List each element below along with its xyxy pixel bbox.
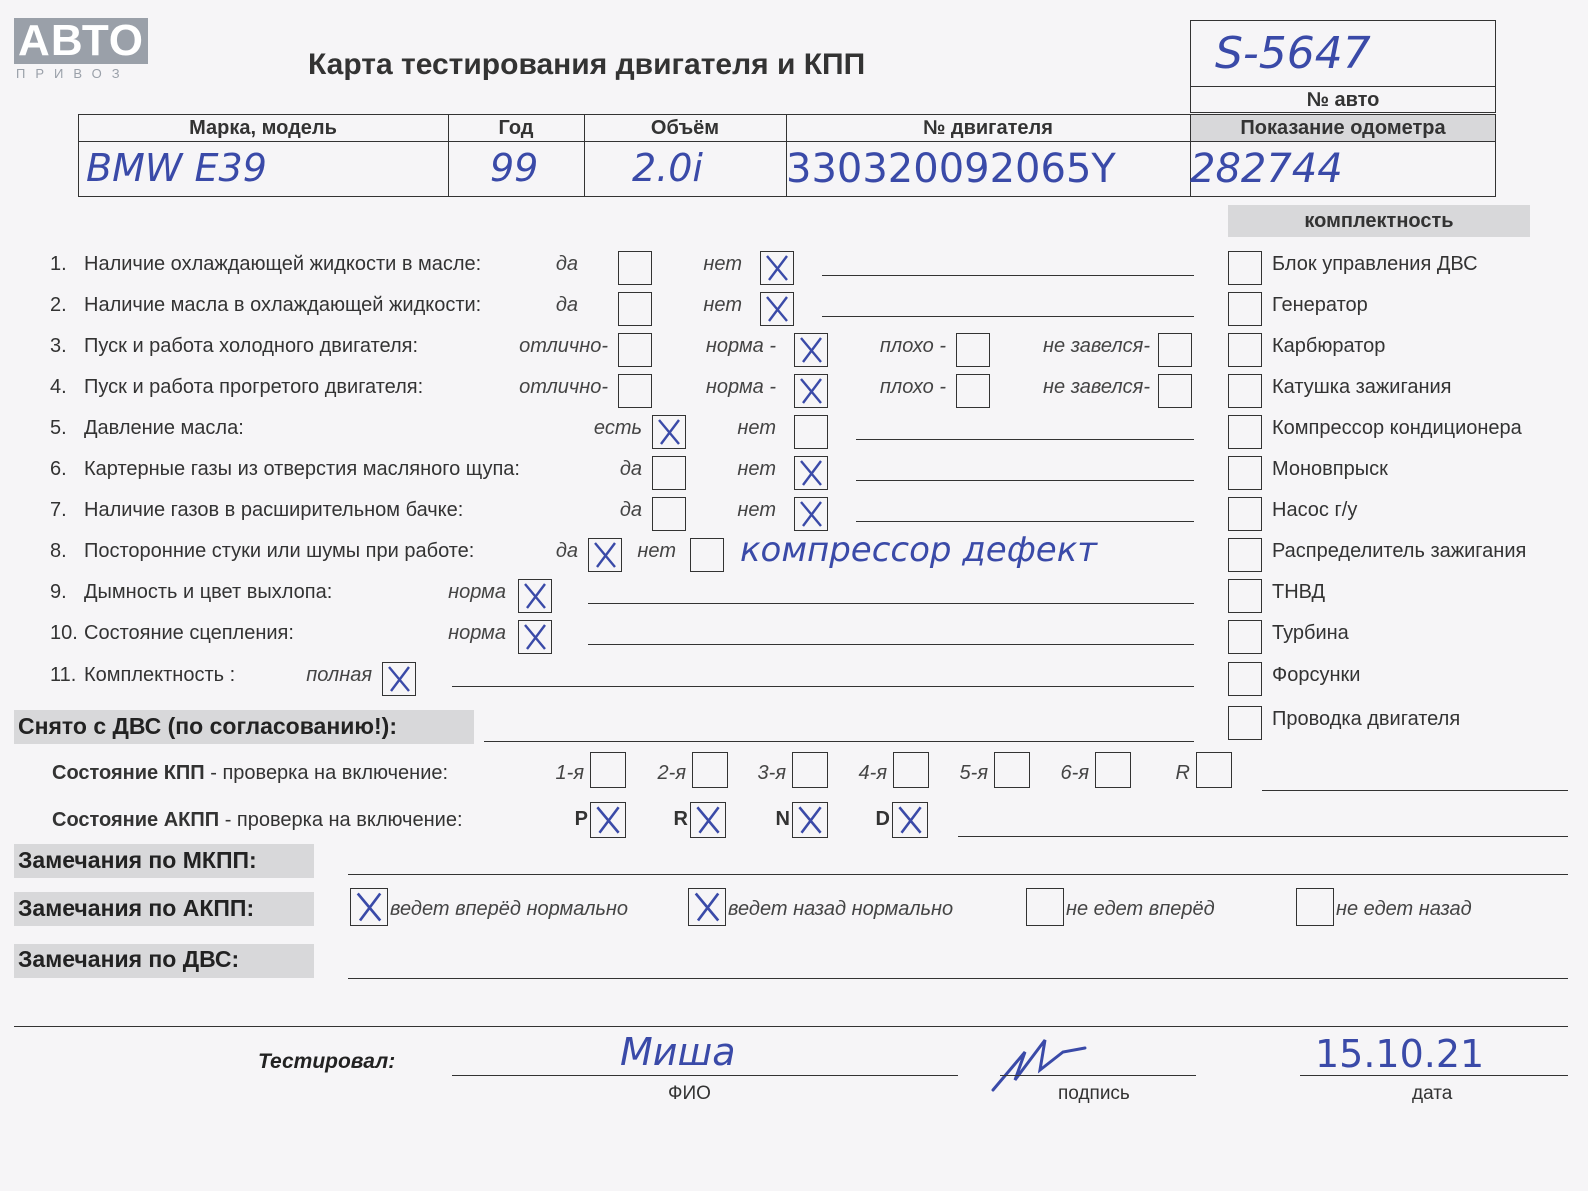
- question-2-checkbox[interactable]: [760, 292, 794, 326]
- akpp-gear-checkbox[interactable]: [590, 802, 626, 838]
- question-10-text: Состояние сцепления:: [84, 622, 294, 644]
- kpp-gear-label: 6-я: [1060, 762, 1089, 784]
- value-engine-number: 330320092065Y: [786, 146, 1116, 192]
- question-5-checkbox[interactable]: [794, 415, 828, 449]
- completeness-checkbox-12[interactable]: [1228, 706, 1262, 740]
- question-4-option-label: отлично-: [519, 376, 608, 398]
- question-11-option-label: полная: [306, 664, 372, 686]
- completeness-checkbox-10[interactable]: [1228, 620, 1262, 654]
- question-3-checkbox[interactable]: [1158, 333, 1192, 367]
- question-6-text: Картерные газы из отверстия масляного щупа:: [84, 458, 520, 480]
- checkmark-x-icon: [383, 663, 415, 695]
- akpp-remark-checkbox-2[interactable]: [688, 888, 726, 926]
- question-1-option-label: да: [555, 253, 578, 275]
- question-3-number: 3.: [50, 335, 67, 357]
- checkmark-x-icon: [893, 803, 927, 837]
- question-5-number: 5.: [50, 417, 67, 439]
- question-4-option-label: норма -: [705, 376, 776, 398]
- akpp-remark-label-2: ведет назад нормально: [728, 898, 954, 920]
- question-4-text: Пуск и работа прогретого двигателя:: [84, 376, 424, 398]
- akpp-gear-label: R: [673, 808, 688, 830]
- date-label: дата: [1412, 1083, 1453, 1104]
- removed-label: Снято с ДВС (по согласованию!):: [18, 713, 397, 739]
- kpp-gear-checkbox[interactable]: [792, 752, 828, 788]
- page-title: Карта тестирования двигателя и КПП: [308, 48, 866, 81]
- question-4-checkbox[interactable]: [956, 374, 990, 408]
- completeness-item-3: Карбюратор: [1272, 335, 1386, 357]
- question-5-option-label: есть: [593, 417, 642, 439]
- completeness-item-9: ТНВД: [1272, 581, 1326, 603]
- kpp-gear-label: 3-я: [757, 762, 786, 784]
- value-year: 99: [490, 146, 539, 190]
- question-5-option-label: нет: [737, 417, 776, 439]
- question-9-text: Дымность и цвет выхлопа:: [84, 581, 333, 603]
- header-year: Год: [498, 117, 534, 139]
- kpp-gear-checkbox[interactable]: [1196, 752, 1232, 788]
- question-7-option-label: да: [619, 499, 642, 521]
- question-10-checkbox[interactable]: [518, 620, 552, 654]
- akpp-remark-label-4: не едет назад: [1336, 898, 1472, 920]
- question-3-text: Пуск и работа холодного двигателя:: [84, 335, 419, 357]
- question-8-checkbox[interactable]: [588, 538, 622, 572]
- completeness-checkbox-2[interactable]: [1228, 292, 1262, 326]
- question-3-option-label: плохо -: [879, 335, 946, 357]
- remarks-mkpp-label: Замечания по МКПП:: [18, 847, 257, 873]
- question-6-checkbox[interactable]: [652, 456, 686, 490]
- question-11-number: 11.: [50, 664, 77, 686]
- checkmark-x-icon: [589, 539, 621, 571]
- question-3-option-label: отлично-: [519, 335, 608, 357]
- question-4-checkbox[interactable]: [618, 374, 652, 408]
- checkmark-x-icon: [761, 252, 793, 284]
- question-1-checkbox[interactable]: [760, 251, 794, 285]
- completeness-checkbox-5[interactable]: [1228, 415, 1262, 449]
- question-8-text: Посторонние стуки или шумы при работе:: [84, 540, 475, 562]
- completeness-title: комплектность: [1304, 210, 1454, 232]
- question-4-checkbox[interactable]: [794, 374, 828, 408]
- completeness-item-8: Распределитель зажигания: [1272, 540, 1527, 562]
- question-4-number: 4.: [50, 376, 67, 398]
- question-3-option-label: норма -: [705, 335, 776, 357]
- question-1-checkbox[interactable]: [618, 251, 652, 285]
- akpp-gear-checkbox[interactable]: [892, 802, 928, 838]
- question-4-checkbox[interactable]: [1158, 374, 1192, 408]
- question-7-text: Наличие газов в расширительном бачке:: [84, 499, 464, 521]
- question-1-number: 1.: [50, 253, 67, 275]
- auto-number-label: № авто: [1306, 89, 1380, 111]
- question-4-option-label: не завелся-: [1043, 376, 1150, 398]
- question-1-option-label: нет: [703, 253, 742, 275]
- kpp-gear-checkbox[interactable]: [1095, 752, 1131, 788]
- checkmark-x-icon: [519, 580, 551, 612]
- question-3-checkbox[interactable]: [794, 333, 828, 367]
- completeness-item-4: Катушка зажигания: [1272, 376, 1452, 398]
- checkmark-x-icon: [761, 293, 793, 325]
- kpp-gear-checkbox[interactable]: [590, 752, 626, 788]
- question-3-option-label: не завелся-: [1043, 335, 1150, 357]
- question-1-text: Наличие охлаждающей жидкости в масле:: [84, 253, 482, 275]
- question-8-checkbox[interactable]: [690, 538, 724, 572]
- value-volume: 2.0i: [632, 146, 703, 190]
- question-8-note: компрессор дефект: [740, 530, 1098, 570]
- completeness-checkbox-4[interactable]: [1228, 374, 1262, 408]
- checkmark-x-icon: [795, 498, 827, 530]
- tested-by-label: Тестировал:: [258, 1050, 396, 1073]
- akpp-remark-label-3: не едет вперёд: [1066, 898, 1215, 920]
- completeness-item-12: Проводка двигателя: [1272, 708, 1461, 730]
- completeness-checkbox-9[interactable]: [1228, 579, 1262, 613]
- question-2-number: 2.: [50, 294, 67, 316]
- question-9-checkbox[interactable]: [518, 579, 552, 613]
- kpp-gear-label: 4-я: [858, 762, 887, 784]
- completeness-item-5: Компрессор кондиционера: [1272, 417, 1522, 439]
- kpp-gear-label: R: [1175, 762, 1190, 784]
- completeness-item-7: Насос г/у: [1272, 499, 1358, 521]
- completeness-checkbox-8[interactable]: [1228, 538, 1262, 572]
- question-6-number: 6.: [50, 458, 67, 480]
- checkmark-x-icon: [689, 889, 725, 925]
- kpp-label: Состояние КПП - проверка на включение:: [52, 762, 449, 784]
- question-7-option-label: нет: [737, 499, 776, 521]
- completeness-checkbox-3[interactable]: [1228, 333, 1262, 367]
- akpp-gear-label: P: [574, 808, 588, 830]
- checkmark-x-icon: [653, 416, 685, 448]
- question-8-number: 8.: [50, 540, 67, 562]
- checkmark-x-icon: [795, 375, 827, 407]
- question-10-option-label: норма: [448, 622, 506, 644]
- remarks-akpp-label: Замечания по АКПП:: [18, 895, 255, 921]
- question-2-option-label: да: [555, 294, 578, 316]
- checkmark-x-icon: [691, 803, 725, 837]
- header-odometer: Показание одометра: [1240, 117, 1446, 139]
- question-10-number: 10.: [50, 622, 78, 644]
- header-volume: Объём: [650, 117, 720, 139]
- question-3-checkbox[interactable]: [956, 333, 990, 367]
- date-value: 15.10.21: [1315, 1032, 1485, 1076]
- question-2-text: Наличие масла в охлаждающей жидкости:: [84, 294, 482, 316]
- akpp-remark-checkbox-1[interactable]: [350, 888, 388, 926]
- fio-label: ФИО: [668, 1083, 711, 1104]
- question-5-checkbox[interactable]: [652, 415, 686, 449]
- question-3-checkbox[interactable]: [618, 333, 652, 367]
- akpp-gear-label: N: [775, 808, 790, 830]
- completeness-checkbox-1[interactable]: [1228, 251, 1262, 285]
- checkmark-x-icon: [351, 889, 387, 925]
- completeness-item-2: Генератор: [1272, 294, 1368, 316]
- tester-name: Миша: [620, 1030, 736, 1074]
- brand-logo-subtitle: ПРИВОЗ: [16, 66, 130, 81]
- checkmark-x-icon: [793, 803, 827, 837]
- question-11-checkbox[interactable]: [382, 662, 416, 696]
- signature-label: подпись: [1058, 1083, 1130, 1104]
- completeness-checkbox-7[interactable]: [1228, 497, 1262, 531]
- checkmark-x-icon: [591, 803, 625, 837]
- kpp-gear-checkbox[interactable]: [692, 752, 728, 788]
- question-9-option-label: норма: [448, 581, 506, 603]
- question-4-option-label: плохо -: [879, 376, 946, 398]
- akpp-remark-label-1: ведет вперёд нормально: [390, 898, 629, 920]
- akpp-gear-checkbox[interactable]: [792, 802, 828, 838]
- auto-number-value: S-5647: [1215, 28, 1371, 79]
- brand-logo: АВТО: [14, 18, 148, 64]
- question-7-checkbox[interactable]: [652, 497, 686, 531]
- value-odometer: 282744: [1190, 146, 1343, 192]
- checkmark-x-icon: [795, 334, 827, 366]
- question-6-option-label: нет: [737, 458, 776, 480]
- question-8-option-label: нет: [637, 540, 676, 562]
- kpp-gear-checkbox[interactable]: [994, 752, 1030, 788]
- value-make-model: BMW E39: [86, 146, 267, 190]
- completeness-item-11: Форсунки: [1272, 664, 1361, 686]
- question-5-text: Давление масла:: [84, 417, 244, 439]
- akpp-label: Состояние АКПП - проверка на включение:: [52, 809, 463, 831]
- question-8-option-label: да: [555, 540, 578, 562]
- completeness-checkbox-6[interactable]: [1228, 456, 1262, 490]
- question-7-number: 7.: [50, 499, 67, 521]
- question-6-checkbox[interactable]: [794, 456, 828, 490]
- question-11-text: Комплектность :: [84, 664, 236, 686]
- question-6-option-label: да: [619, 458, 642, 480]
- kpp-gear-label: 1-я: [555, 762, 584, 784]
- remarks-dvs-label: Замечания по ДВС:: [18, 946, 240, 972]
- header-engine-number: № двигателя: [923, 117, 1053, 139]
- question-7-checkbox[interactable]: [794, 497, 828, 531]
- akpp-gear-checkbox[interactable]: [690, 802, 726, 838]
- question-2-option-label: нет: [703, 294, 742, 316]
- kpp-gear-checkbox[interactable]: [893, 752, 929, 788]
- checkmark-x-icon: [519, 621, 551, 653]
- question-9-number: 9.: [50, 581, 67, 603]
- completeness-item-10: Турбина: [1272, 622, 1349, 644]
- akpp-gear-label: D: [875, 808, 890, 830]
- checkmark-x-icon: [795, 457, 827, 489]
- completeness-checkbox-11[interactable]: [1228, 662, 1262, 696]
- akpp-remark-checkbox-4[interactable]: [1296, 888, 1334, 926]
- kpp-gear-label: 5-я: [959, 762, 988, 784]
- completeness-item-6: Моновпрыск: [1272, 458, 1388, 480]
- header-make-model: Марка, модель: [189, 117, 337, 139]
- akpp-remark-checkbox-3[interactable]: [1026, 888, 1064, 926]
- kpp-gear-label: 2-я: [657, 762, 686, 784]
- completeness-item-1: Блок управления ДВС: [1272, 253, 1478, 275]
- question-2-checkbox[interactable]: [618, 292, 652, 326]
